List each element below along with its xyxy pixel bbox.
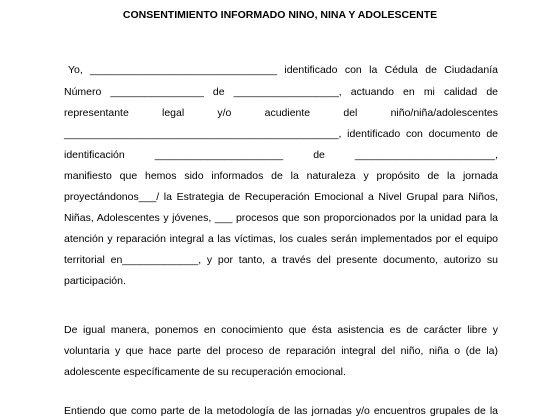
paragraph-1-line-3: representante legal y/o acudiente del niño/niña/adolescentes [64, 107, 498, 119]
paragraph-2-line-2: voluntaria y que hace parte del proceso de reparación integral del niño, niña o (de la) [64, 345, 498, 357]
paragraph-2-line-3: adolescente específicamente de su recuperación emocional. [64, 366, 346, 378]
paragraph-1-line-10: territorial en_____________, y por tanto, a través del presente documento, autorizo su [64, 254, 498, 266]
paragraph-1-line-7: proyectándonos___/ la Estrategia de Recuperación Emocional a Nivel Grupal para Niños, [64, 191, 498, 203]
document-title: CONSENTIMIENTO INFORMADO NINO, NINA Y ADOLESCENTE [122, 9, 438, 21]
paragraph-2-line-1: De igual manera, ponemos en conocimiento que ésta asistencia es de carácter libre y [64, 324, 498, 336]
paragraph-1-line-6: manifiesto que hemos sido informados de la naturaleza y propósito de la jornada [64, 170, 498, 182]
paragraph-1-line-2: Número ________________ de __________________, actuando en mi calidad de [64, 86, 498, 98]
paragraph-3-line-1: Entiendo que como parte de la metodología de las jornadas y/o encuentros grupales de la [64, 405, 498, 417]
paragraph-1-line-11: participación. [64, 275, 126, 287]
paragraph-1-line-9: atención y reparación integral a las víctimas, los cuales serán implementados por el equipo [64, 233, 498, 245]
paragraph-1-line-4: _______________________________________________, identificado con documento de [64, 128, 498, 140]
paragraph-1-line-8: Niñas, Adolescentes y jóvenes, ___ procesos que son proporcionados por la unidad para la [64, 212, 498, 224]
paragraph-1-line-1: Yo, ________________________________ identificado con la Cédula de Ciudadanía [68, 64, 498, 76]
paragraph-1-line-5: identificación ______________________ de ________________________, [64, 149, 498, 161]
